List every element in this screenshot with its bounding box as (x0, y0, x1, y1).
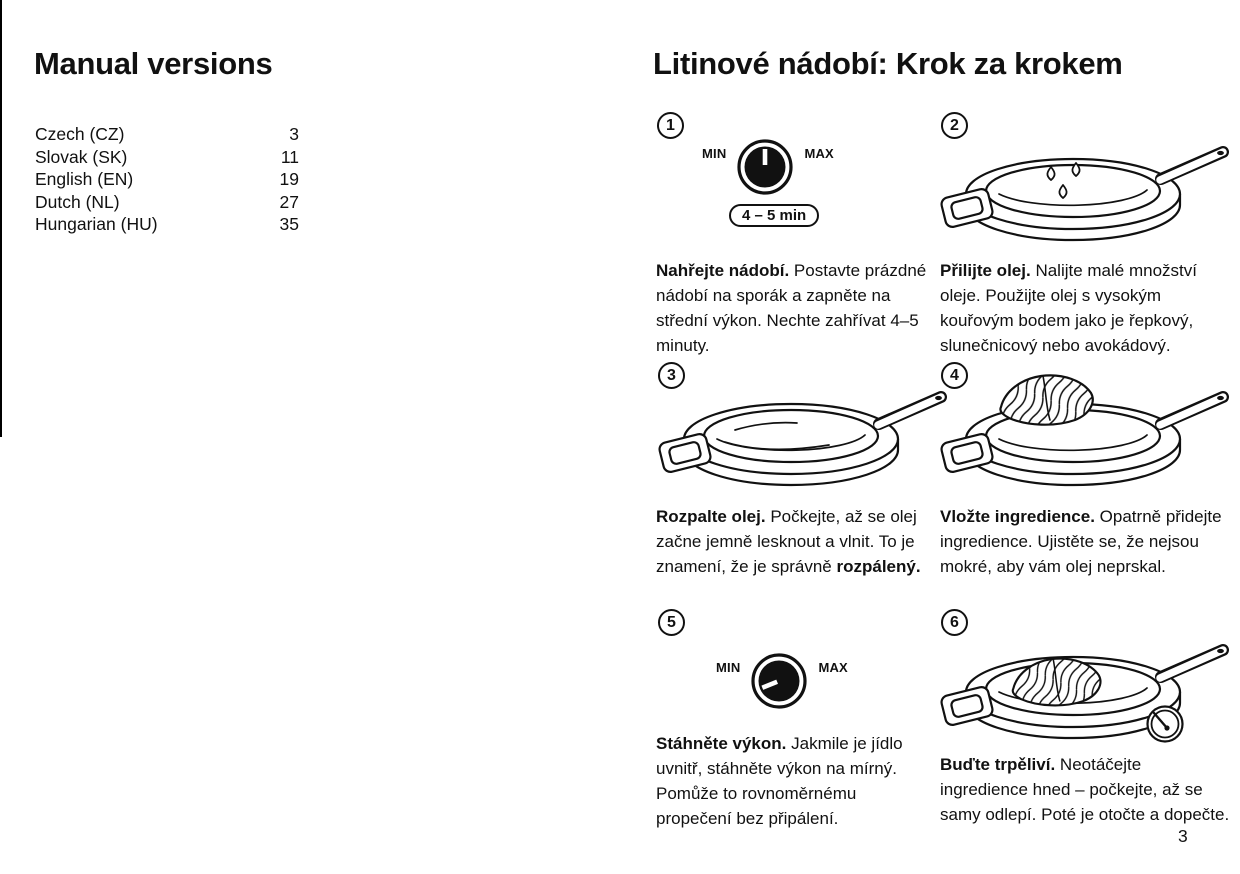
knob-min-label: MIN (702, 146, 727, 161)
steak-icon (1000, 375, 1092, 424)
frying-pan-add-food-icon (933, 373, 1233, 493)
list-item (35, 123, 299, 146)
frying-pan-oil-icon (933, 128, 1233, 248)
stove-knob-icon (736, 138, 794, 196)
step-5-text (656, 731, 932, 831)
list-item (35, 146, 299, 169)
step-2-text (940, 258, 1232, 358)
step-body: Nalijte malé množství oleje. Použijte olej s vysokým kouřovým bodem jako je řepkový, slunečnicový nebo avokádový. (940, 261, 1197, 355)
frying-pan-cooking-icon (933, 612, 1233, 762)
manual-versions-list (35, 123, 299, 236)
frying-pan-hot-oil-icon (651, 373, 951, 493)
duration-pill: 4 – 5 min (729, 204, 819, 227)
knob-max-label: MAX (804, 146, 834, 161)
step-body: Počkejte, až se olej začne jemně lesknout a vlnit. To je znamení, že je správně (656, 507, 917, 576)
step-body: Neotáčejte ingredience hned – počkejte, až se samy odlepí. Poté je otočte a dopečte. (940, 755, 1230, 824)
stove-knob-icon (750, 652, 808, 710)
page-ref: 3 (289, 124, 299, 144)
language-label: Czech (CZ) (35, 124, 125, 144)
page-ref: 11 (280, 146, 299, 167)
list-item (35, 191, 299, 214)
list-item (35, 168, 299, 191)
step-lead: Rozpalte olej. (656, 507, 766, 526)
step-lead: Vložte ingredience. (940, 507, 1095, 526)
language-label: Slovak (SK) (35, 146, 128, 167)
step-body: Jakmile je jídlo uvnitř, stáhněte výkon na mírný. Pomůže to rovnoměrnému propečení bez připálení. (656, 734, 903, 828)
step-body: Postavte prázdné nádobí na sporák a zapněte na střední výkon. Nechte zahřívat 4–5 minuty. (656, 261, 927, 355)
knob-max-label: MAX (818, 660, 848, 675)
language-label: English (EN) (35, 169, 134, 190)
step-1-text (656, 258, 932, 358)
step-tail: rozpálený. (836, 557, 921, 576)
page-ref: 35 (279, 214, 299, 235)
step-3-number: 3 (658, 362, 685, 389)
timer-gauge-icon (1148, 707, 1183, 742)
left-page-title: Manual versions (34, 46, 273, 81)
knob-min-label: MIN (716, 660, 741, 675)
step-lead: Nahřejte nádobí. (656, 261, 790, 280)
stove-knob-step-1 (702, 138, 834, 196)
step-1-number: 1 (657, 112, 684, 139)
step-6-number: 6 (941, 609, 968, 636)
page-ref: 19 (279, 169, 299, 190)
stove-knob-step-5 (716, 652, 848, 710)
step-4-text (940, 504, 1232, 579)
step-3-text (656, 504, 932, 579)
step-6-text (940, 752, 1232, 827)
page-number: 3 (1178, 826, 1188, 846)
step-4-number: 4 (941, 362, 968, 389)
page-ref: 27 (279, 191, 299, 212)
language-label: Dutch (NL) (35, 191, 120, 212)
list-item (35, 213, 299, 236)
step-lead: Přilijte olej. (940, 261, 1031, 280)
step-2-number: 2 (941, 112, 968, 139)
page-edge-line (0, 0, 2, 437)
right-page-title: Litinové nádobí: Krok za krokem (653, 46, 1123, 81)
language-label: Hungarian (HU) (35, 214, 158, 235)
step-5-number: 5 (658, 609, 685, 636)
step-body: Opatrně přidejte ingredience. Ujistěte se, že nejsou mokré, aby vám olej neprskal. (940, 507, 1222, 576)
step-lead: Stáhněte výkon. (656, 734, 787, 753)
step-lead: Buďte trpěliví. (940, 755, 1056, 774)
